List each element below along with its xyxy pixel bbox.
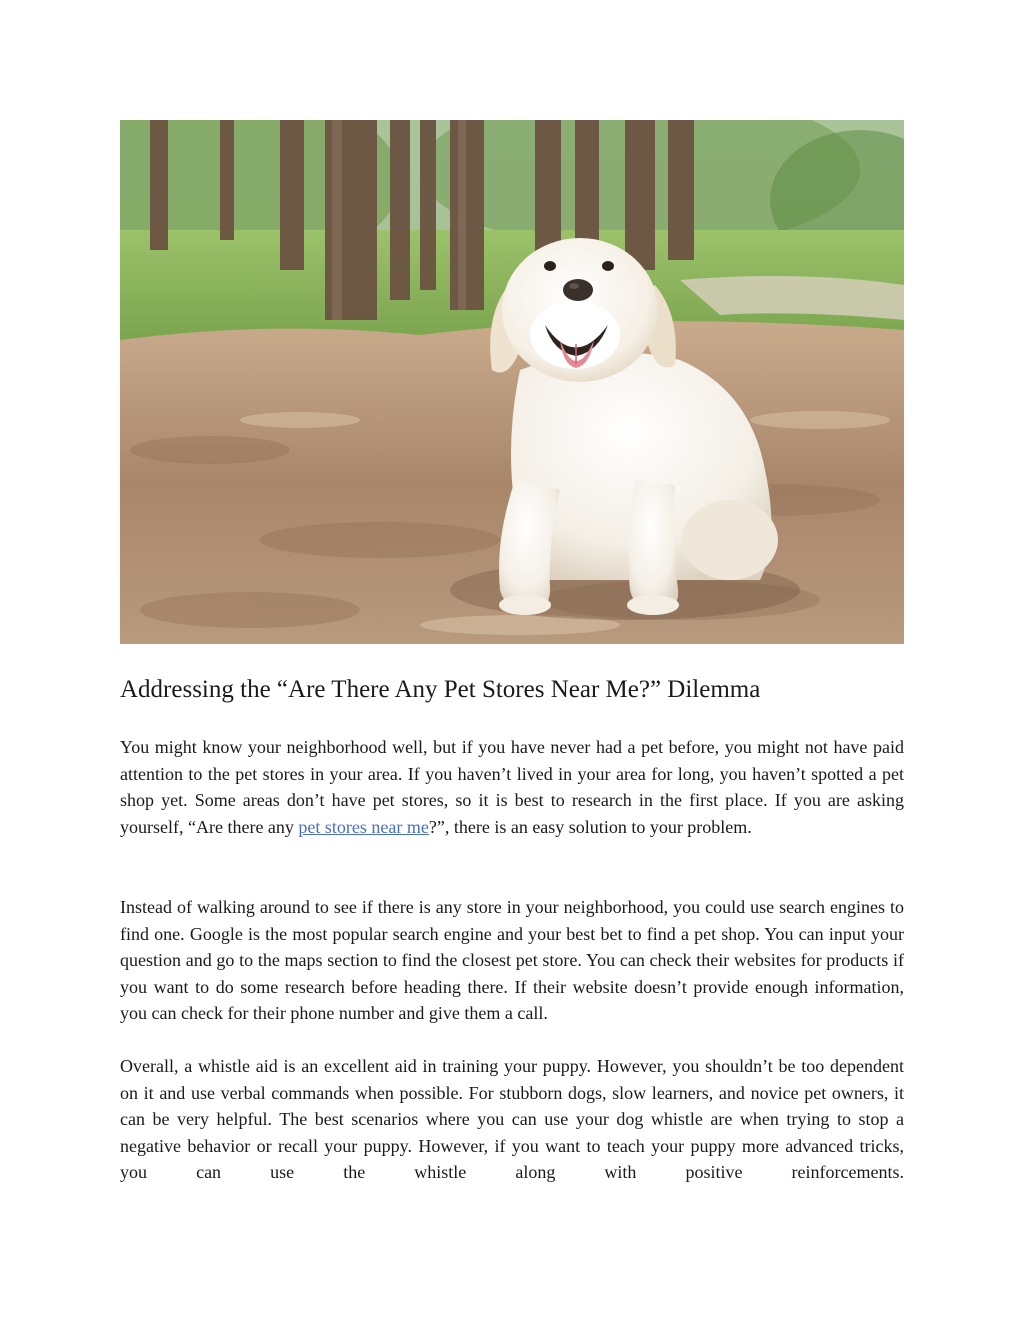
article-heading: Addressing the “Are There Any Pet Stores Near Me?” Dilemma (120, 676, 761, 703)
dog-illustration (120, 120, 904, 644)
paragraph-1-text-after: ?”, there is an easy solution to your problem. (428, 816, 752, 837)
paragraph-2: Instead of walking around to see if there is any store in your neighborhood, you could use search engines to find one. Google is the most popular search engine and your best bet to find a pet shop. You can input your question and go to the maps section to find the closest pet store. You can check their websites for products if you want to do some research before heading there. If their website doesn’t provide enough information, you can check for their phone number and give them a call. (120, 897, 904, 1023)
paragraph-1 (120, 734, 904, 840)
pet-stores-near-me-link[interactable]: pet stores near me (298, 816, 429, 837)
dog-photo (120, 120, 904, 644)
paragraph-3: Overall, a whistle aid is an excellent aid in training your puppy. However, you shouldn’t be too dependent on it and use verbal commands when possible. For stubborn dogs, slow learners, and novice pet owners, it can be very helpful. The best scenarios where you can use your dog whistle are when trying to stop a negative behavior or recall your puppy. However, if you want to teach your puppy more advanced tricks, you can use the whistle along with positive reinforcements. (120, 1056, 904, 1182)
paragraph-1-text-before: You might know your neighborhood well, but if you have never had a pet before, you might not have paid attention to the pet stores in your area. If you haven’t lived in your area for long, you haven’t spotted a pet shop yet. Some areas don’t have pet stores, so it is best to research in the first place. If you are asking yourself, “Are there any (120, 737, 904, 837)
